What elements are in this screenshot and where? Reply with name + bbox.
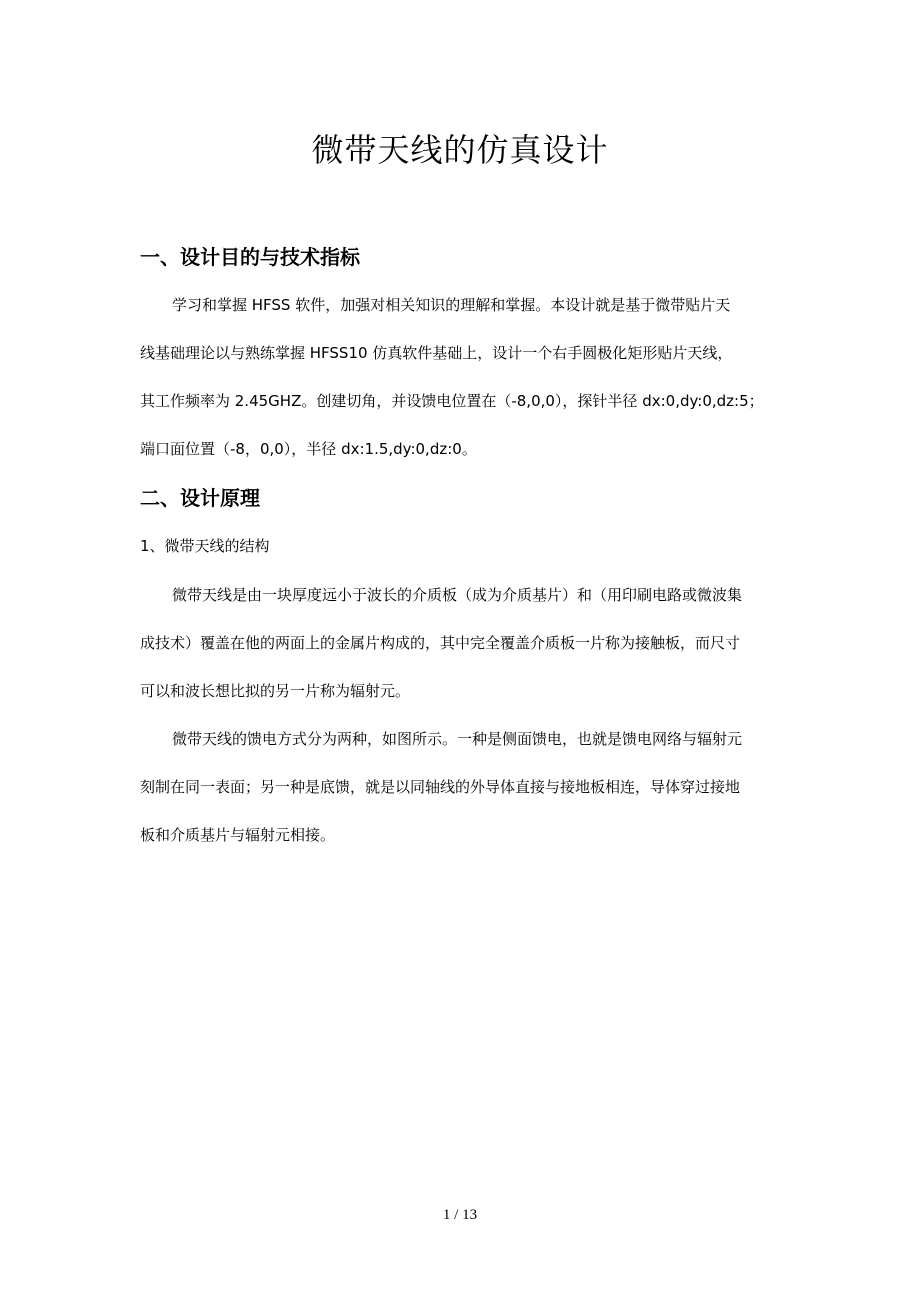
paragraph-objectives — [140, 281, 795, 473]
paragraph-line: 线基础理论以与熟练掌握 HFSS10 仿真软件基础上，设计一个右手圆极化矩形贴片天线， — [140, 344, 733, 362]
paragraph-line: 微带天线的馈电方式分为两种，如图所示。一种是侧面馈电，也就是馈电网络与辐射元 — [172, 730, 743, 748]
section-heading-objectives: 一、设计目的与技术指标 — [140, 245, 360, 269]
page-number: 1 / 13 — [442, 1207, 478, 1223]
section-heading-principle: 二、设计原理 — [140, 486, 260, 510]
paragraph-structure — [140, 571, 795, 715]
paragraph-line: 微带天线是由一块厚度远小于波长的介质板（成为介质基片）和（用印刷电路或微波集 — [172, 586, 743, 604]
paragraph-line: 学习和掌握 HFSS 软件，加强对相关知识的理解和掌握。本设计就是基于微带贴片天 — [172, 296, 731, 314]
paragraph-line: 板和介质基片与辐射元相接。 — [140, 826, 336, 844]
paragraph-line: 刻制在同一表面；另一种是底馈，就是以同轴线的外导体直接与接地板相连，导体穿过接地 — [140, 778, 741, 796]
document-title: 微带天线的仿真设计 — [311, 131, 609, 169]
subsection-heading-structure: 1、微带天线的结构 — [140, 537, 270, 555]
paragraph-line: 可以和波长想比拟的另一片称为辐射元。 — [140, 682, 411, 700]
paragraph-line: 其工作频率为 2.45GHZ。创建切角，并设馈电位置在（-8,0,0），探针半径 dx:0,dy:0,dz:5； — [140, 392, 764, 410]
paragraph-line: 成技术）覆盖在他的两面上的金属片构成的，其中完全覆盖介质板一片称为接触板，而尺寸 — [140, 634, 741, 652]
paragraph-line: 端口面位置（-8，0,0），半径 dx:1.5,dy:0,dz:0。 — [140, 440, 477, 458]
paragraph-feeding — [140, 715, 795, 859]
